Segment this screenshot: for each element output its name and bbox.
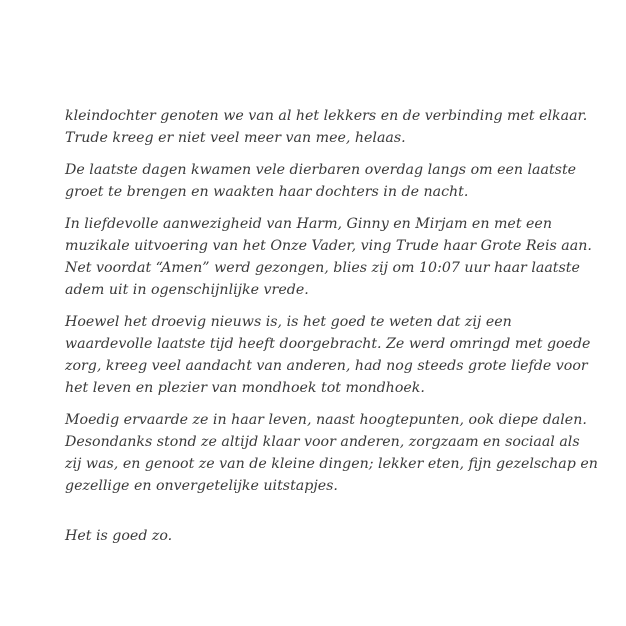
text-line: Hoewel het droevig nieuws is, is het goed te weten dat zij een [65, 314, 512, 330]
text-line: De laatste dagen kwamen vele dierbaren overdag langs om een laatste [65, 162, 577, 178]
text-line: Trude kreeg er niet veel meer van mee, helaas. [65, 130, 406, 146]
text-line: het leven en plezier van mondhoek tot mondhoek. [65, 380, 425, 396]
text-line: zij was, en genoot ze van de kleine dingen; lekker eten, fijn gezelschap en [65, 456, 598, 472]
paragraph-1 [65, 105, 588, 149]
text-line: zorg, kreeg veel aandacht van anderen, had nog steeds grote liefde voor [65, 358, 588, 374]
text-line: adem uit in ogenschijnlijke vrede. [65, 282, 309, 298]
closing-text: Het is goed zo. [65, 528, 173, 544]
paragraph-4 [65, 311, 591, 399]
text-line: muzikale uitvoering van het Onze Vader, ving Trude haar Grote Reis aan. [65, 238, 592, 254]
text-line: waardevolle laatste tijd heeft doorgebracht. Ze werd omringd met goede [65, 336, 591, 352]
text-line: Net voordat “Amen” werd gezongen, blies zij om 10:07 uur haar laatste [65, 260, 580, 276]
text-line: gezellige en onvergetelijke uitstapjes. [65, 478, 338, 494]
paragraph-5 [65, 409, 598, 497]
letter-body [65, 105, 598, 557]
text-line: kleindochter genoten we van al het lekkers en de verbinding met elkaar. [65, 108, 588, 124]
paragraph-2 [65, 159, 585, 203]
text-line: In liefdevolle aanwezigheid van Harm, Ginny en Mirjam en met een [65, 216, 552, 232]
paragraph-3 [65, 213, 592, 301]
text-line: Moedig ervaarde ze in haar leven, naast hoogtepunten, ook diepe dalen. [65, 412, 587, 428]
text-line: groet te brengen en waakten haar dochters in de nacht. [65, 184, 469, 200]
closing-line [65, 525, 585, 547]
text-line: Desondanks stond ze altijd klaar voor anderen, zorgzaam en sociaal als [65, 434, 580, 450]
